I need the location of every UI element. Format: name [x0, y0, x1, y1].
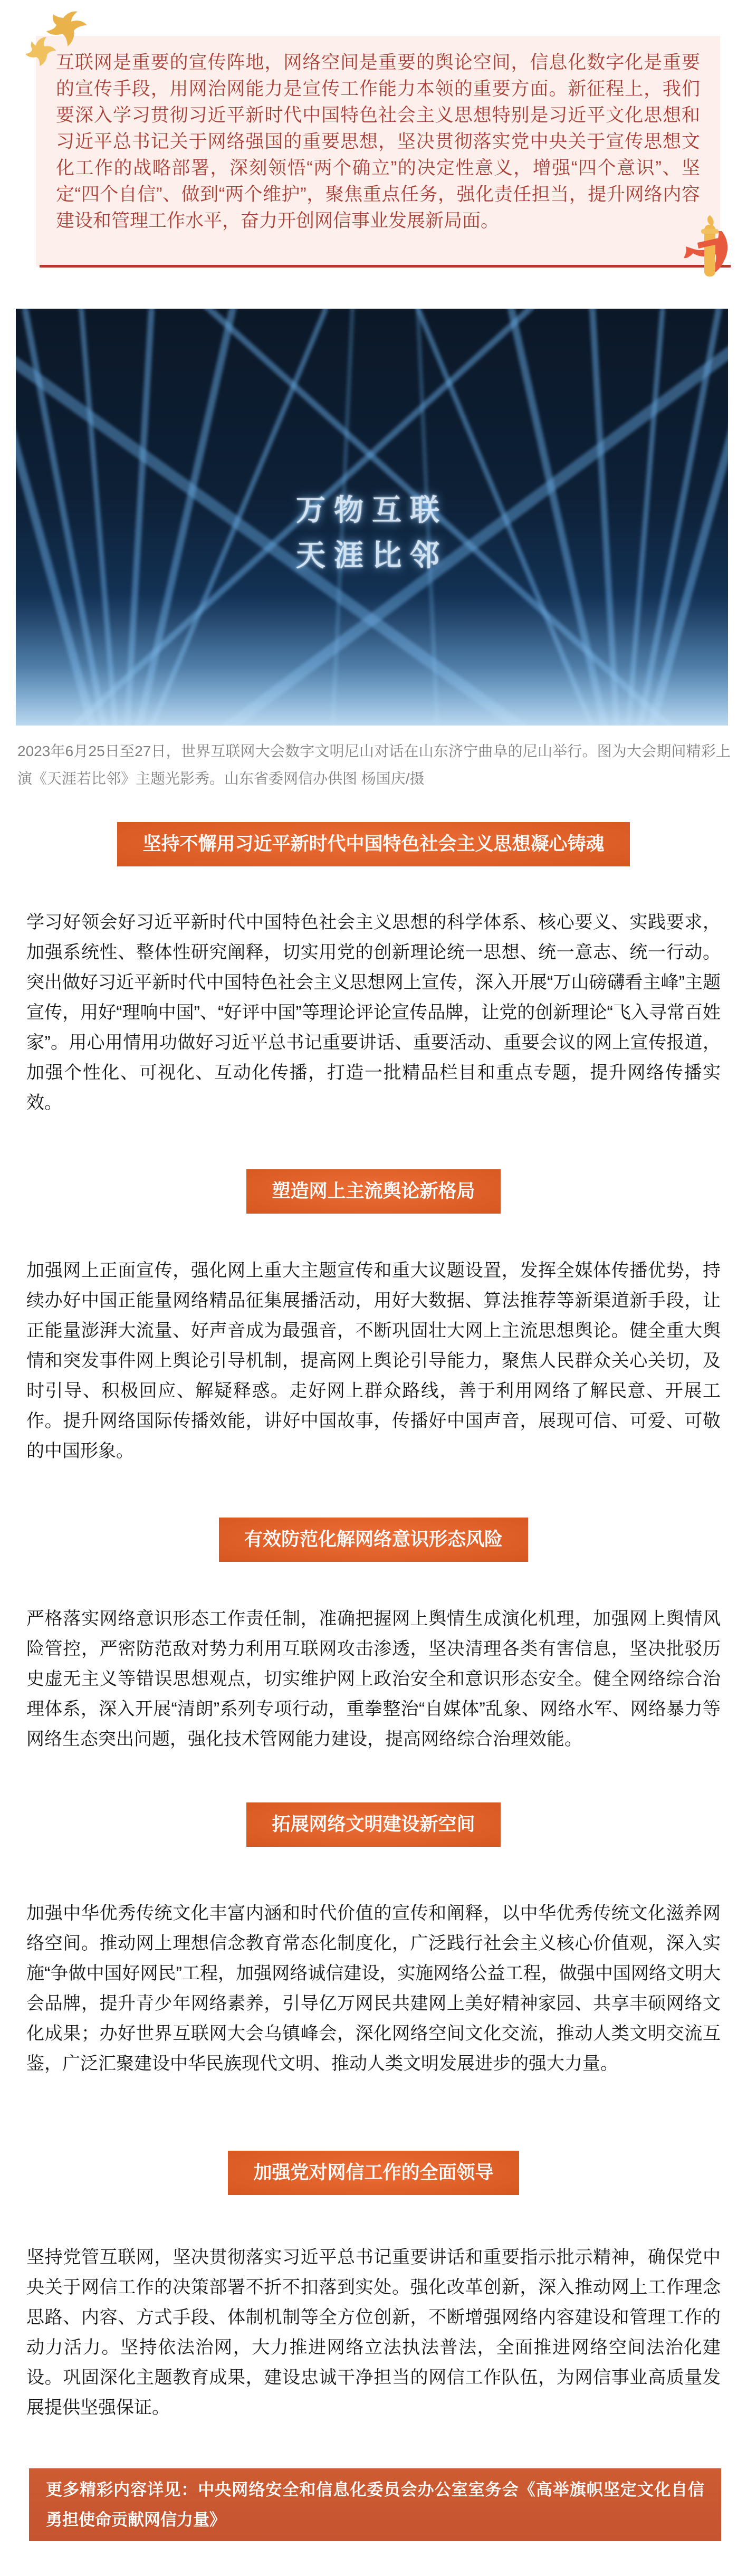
section-heading-badge-5: 加强党对网信工作的全面领导 [228, 2151, 519, 2195]
section-heading-row-4 [0, 1802, 747, 1847]
section-paragraph-2: 加强网上正面宣传，强化网上重大主题宣传和重大议题设置，发挥全媒体传播优势，持续办好中国正能量网络精品征集展播活动，用好大数据、算法推荐等新渠道新手段，让正能量澎湃大流量、好声音成为最强音，不断巩固壮大网上主流思想舆论。健全重大舆情和突发事件网上舆论引导机制，提高网上舆论引导能力，聚焦人民群众关心关切，及时引导、积极回应、解疑释惑。走好网上群众路线，善于利用网络了解民意、开展工作。提升网络国际传播效能，讲好中国故事，传播好中国声音，展现可信、可爱、可敬的中国形象。 [26, 1261, 721, 1461]
intro-quote-box [36, 36, 720, 267]
footer-banner [29, 2468, 721, 2541]
section-heading-row-5 [0, 2151, 747, 2195]
photo-overlay-text-line2: 天涯比邻 [296, 539, 448, 572]
lightshow-photo [16, 309, 728, 726]
section-heading-row-1 [0, 822, 747, 866]
photo-caption: 2023年6月25日至27日，世界互联网大会数字文明尼山对话在山东济宁曲阜的尼山举行。图为大会期间精彩上演《天涯若比邻》主题光影秀。山东省委网信办供图 杨国庆/摄 [17, 743, 731, 787]
section-paragraph-5: 坚持党管互联网，坚决贯彻落实习近平总书记重要讲话和重要指示批示精神，确保党中央关于网信工作的决策部署不折不扣落到实处。强化改革创新，深入推动网上工作理念思路、内容、方式手段、体制机制等全方位创新，不断增强网络内容建设和管理工作的动力活力。坚持依法治网，大力推进网络立法执法普法，全面推进网络空间法治化建设。巩固深化主题教育成果，建设忠诚干净担当的网信工作队伍，为网信事业高质量发展提供坚强保证。 [26, 2247, 721, 2418]
section-heading-badge-4: 拓展网络文明建设新空间 [246, 1802, 500, 1847]
section-paragraph-4: 加强中华优秀传统文化丰富内涵和时代价值的宣传和阐释，以中华优秀传统文化滋养网络空间。推动网上理想信念教育常态化制度化，广泛践行社会主义核心价值观，深入实施“争做中国好网民”工程，加强网络诚信建设，实施网络公益工程，做强中国网络文明大会品牌，提升青少年网络素养，引导亿万网民共建网上美好精神家园、共享丰硕网络文化成果；办好世界互联网大会乌镇峰会，深化网络空间文化交流，推动人类文明交流互鉴，广泛汇聚建设中华民族现代文明、推动人类文明发展进步的强大力量。 [26, 1903, 721, 2074]
section-heading-row-2 [0, 1169, 747, 1214]
intro-quote-text: 互联网是重要的宣传阵地，网络空间是重要的舆论空间，信息化数字化是重要的宣传手段，用网治网能力是宣传工作能力本领的重要方面。新征程上，我们要深入学习贯彻习近平新时代中国特色社会主义思想特别是习近平文化思想和习近平总书记关于网络强国的重要思想，坚决贯彻落实党中央关于宣传思想文化工作的战略部署，深刻领悟“两个确立”的决定性意义，增强“四个意识”、坚定“四个自信”、做到“两个维护”，聚焦重点任务，强化责任担当，提升网络内容建设和管理工作水平，奋力开创网信事业发展新局面。 [56, 52, 700, 231]
intro-divider-line [40, 265, 731, 268]
section-paragraph-1: 学习好领会好习近平新时代中国特色社会主义思想的科学体系、核心要义、实践要求，加强系统性、整体性研究阐释，切实用党的创新理论统一思想、统一意志、统一行动。突出做好习近平新时代中国特色社会主义思想网上宣传，深入开展“万山磅礴看主峰”主题宣传，用好“理响中国”、“好评中国”等理论评论宣传品牌，让党的创新理论“飞入寻常百姓家”。用心用情用功做好习近平总书记重要讲话、重要活动、重要会议的网上宣传报道，加强个性化、可视化、互动化传播，打造一批精品栏目和重点专题，提升网络传播实效。 [26, 912, 721, 1113]
corner-fold-decoration [24, 2458, 47, 2483]
section-heading-badge-3: 有效防范化解网络意识形态风险 [219, 1518, 528, 1562]
section-paragraph-3: 严格落实网络意识形态工作责任制，准确把握网上舆情生成演化机理，加强网上舆情风险管控，严密防范敌对势力利用互联网攻击渗透，坚决清理各类有害信息，坚决批驳历史虚无主义等错误思想观点，切实维护网上政治安全和意识形态安全。健全网络综合治理体系，深入开展“清朗”系列专项行动，重拳整治“自媒体”乱象、网络水军、网络暴力等网络生态突出问题，强化技术管网能力建设，提高网络综合治理效能。 [26, 1609, 721, 1749]
section-heading-row-3 [0, 1518, 747, 1562]
footer-banner-text: 更多精彩内容详见：中央网络安全和信息化委员会办公室室务会《高举旗帜坚定文化自信 勇担使命贡献网信力量》 [46, 2480, 704, 2529]
section-heading-badge-1: 坚持不懈用习近平新时代中国特色社会主义思想凝心铸魂 [117, 822, 629, 866]
dove-pair-icon [20, 11, 94, 71]
section-heading-badge-2: 塑造网上主流舆论新格局 [246, 1169, 500, 1214]
photo-overlay-text-line1: 万物互联 [296, 493, 448, 527]
torch-ribbon-icon [684, 215, 734, 282]
